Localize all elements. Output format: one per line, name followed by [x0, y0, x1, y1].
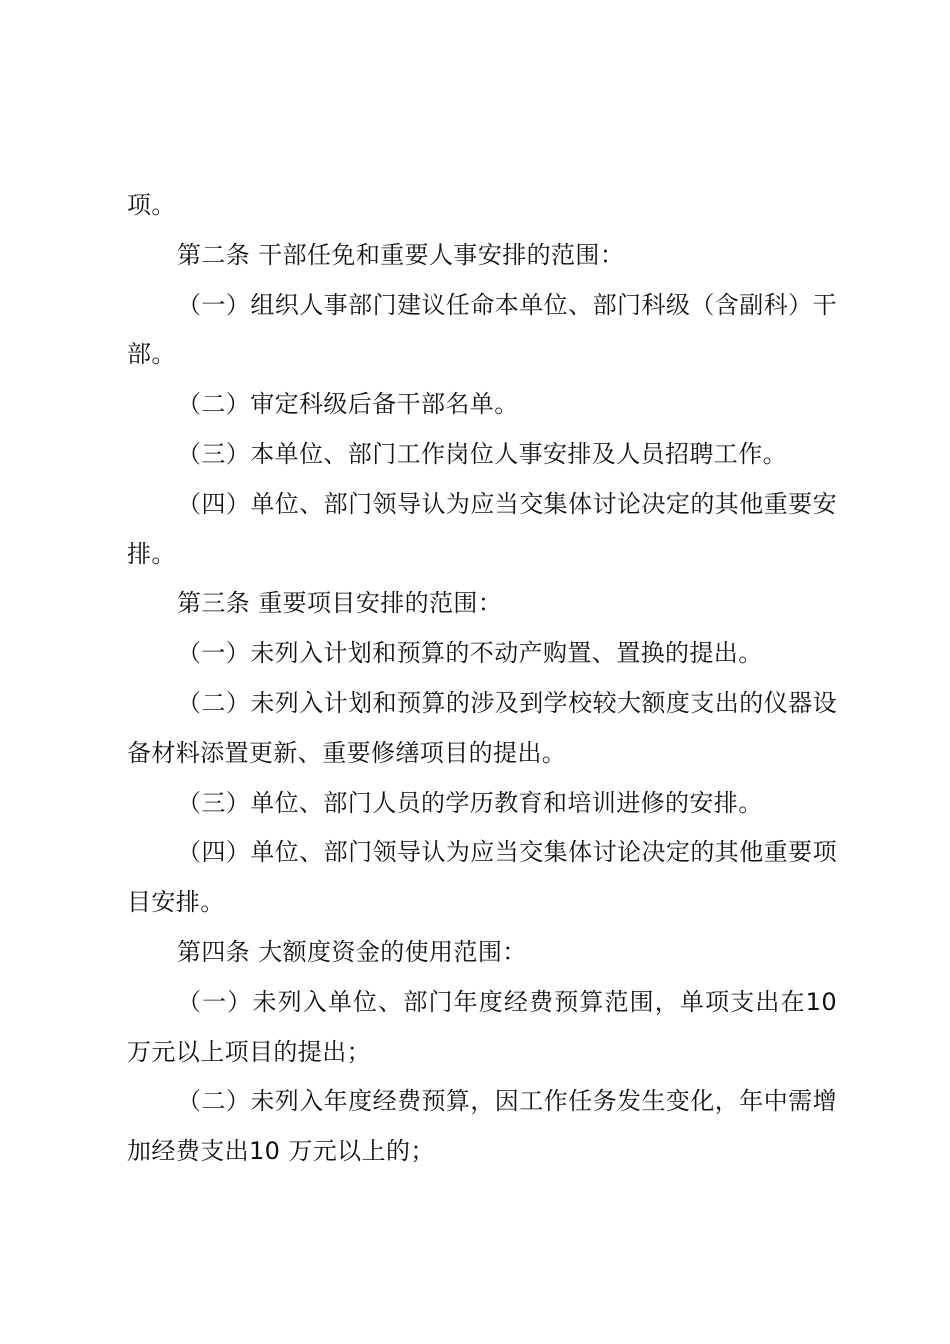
article-3-item-3: （三）单位、部门人员的学历教育和培训进修的安排。 — [177, 788, 763, 817]
article-4-item-2: （二）未列入年度经费预算，因工作任务发生变化，年中需增加经费支出10 万元以上的； — [127, 1087, 837, 1166]
article-4-heading: 第四条 大额度资金的使用范围： — [177, 937, 527, 966]
article-3-item-4: （四）单位、部门领导认为应当交集体讨论决定的其他重要项目安排。 — [127, 838, 837, 917]
article-3-heading: 第三条 重要项目安排的范围： — [177, 589, 503, 618]
paragraph-continuation: 项。 — [127, 191, 176, 219]
article-2-item-1: （一）组织人事部门建议任命本单位、部门科级（含副科）干部。 — [127, 290, 837, 369]
article-2-item-3: （三）本单位、部门工作岗位人事安排及人员招聘工作。 — [177, 439, 787, 468]
article-4-item-1: （一）未列入单位、部门年度经费预算范围，单项支出在10 万元以上项目的提出； — [127, 987, 837, 1066]
article-3-item-2: （二）未列入计划和预算的涉及到学校较大额度支出的仪器设备材料添置更新、重要修缮项目的提出。 — [127, 688, 837, 767]
document-body — [127, 181, 837, 1177]
article-3-item-1: （一）未列入计划和预算的不动产购置、置换的提出。 — [177, 639, 763, 668]
article-2-item-2: （二）审定科级后备干部名单。 — [177, 390, 519, 419]
article-2-item-4: （四）单位、部门领导认为应当交集体讨论决定的其他重要安排。 — [127, 489, 837, 568]
article-2-heading: 第二条 干部任免和重要人事安排的范围： — [177, 240, 625, 269]
